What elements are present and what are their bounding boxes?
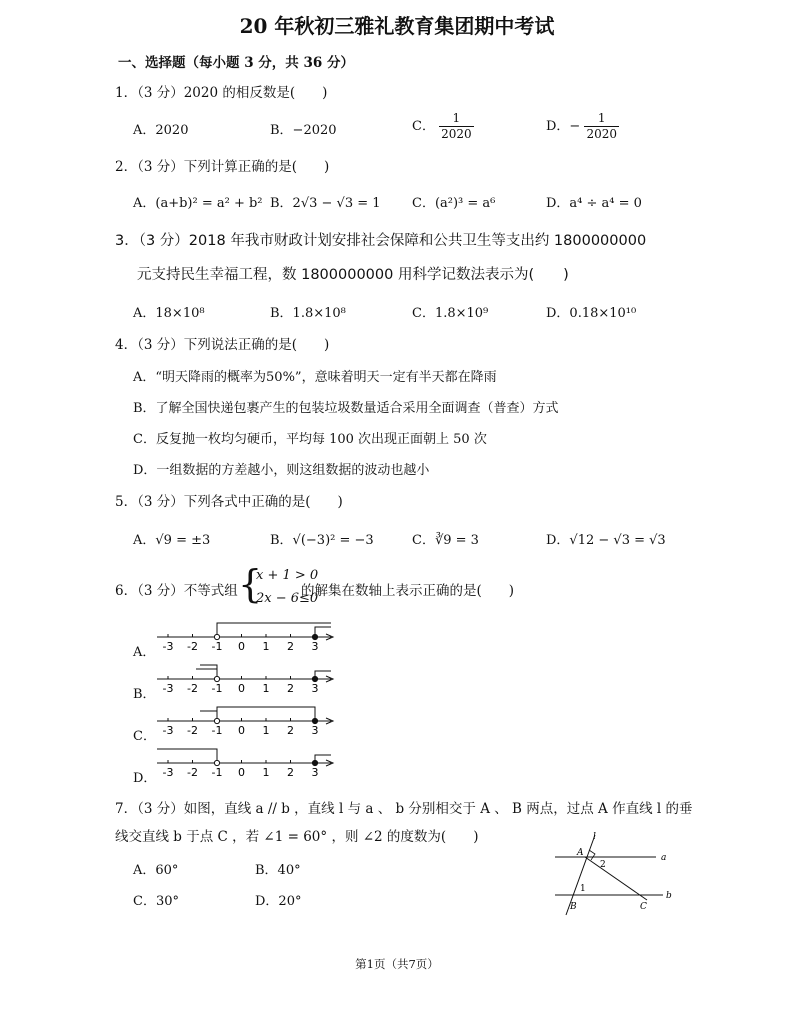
q4-option-d: D．一组数据的方差越小，则这组数据的波动也越小 <box>133 463 430 478</box>
q3-stem-line1: 3．（3 分）2018 年我市财政计划安排社会保障和公共卫生等支出约 1800000000 <box>115 233 647 249</box>
range-bracket-left <box>157 749 217 763</box>
q6-option-a-label: A． <box>133 645 156 660</box>
label-a: a <box>661 853 667 863</box>
q7-option-d: D．20° <box>255 894 302 909</box>
tick-label: -3 <box>162 682 174 695</box>
label-angle-2: 2 <box>600 860 606 870</box>
q7-option-a: A．60° <box>133 863 179 878</box>
tick-label: -3 <box>162 724 174 737</box>
q1-option-c-label: C． <box>412 119 435 134</box>
q5-option-a: A．√9 = ±3 <box>133 533 211 548</box>
q3-stem-line2: 元支持民生幸福工程，数 1800000000 用科学记数法表示为( ) <box>137 267 569 283</box>
q1-d-denominator: 2020 <box>586 127 618 141</box>
q1-option-b: B．−2020 <box>270 123 337 138</box>
tick-label: 2 <box>287 682 294 695</box>
range-bracket-left <box>196 669 217 679</box>
closed-point <box>312 634 317 639</box>
q6-stem-pre: 6．（3 分）不等式组 <box>115 583 238 599</box>
open-point <box>214 676 219 681</box>
tick-label: 3 <box>311 724 319 737</box>
tick-label: 2 <box>287 724 294 737</box>
q6-stem-post: 的解集在数轴上表示正确的是( ) <box>301 583 515 599</box>
q1-stem: 1．（3 分）2020 的相反数是( ) <box>115 85 328 101</box>
closed-point <box>312 760 317 765</box>
q1-d-numerator: 1 <box>584 111 619 127</box>
closed-point <box>312 676 317 681</box>
q6-option-c-label: C． <box>133 729 156 744</box>
q1-option-a: A．2020 <box>133 123 189 138</box>
tick-label: -1 <box>211 640 223 653</box>
tick-label: 3 <box>311 682 319 695</box>
q2-option-a: A．(a+b)² = a² + b² <box>133 196 263 211</box>
q2-option-d: D．a⁴ ÷ a⁴ = 0 <box>546 196 642 211</box>
closed-point <box>312 718 317 723</box>
label-C: C <box>640 902 647 912</box>
q7-stem-line1: 7．（3 分）如图，直线 a // b ，直线 l 与 a 、 b 分别相交于 A 、 B 两点，过点 A 作直线 l 的垂 <box>115 801 693 817</box>
q6-option-b-label: B． <box>133 687 156 702</box>
q7-geometry-figure <box>548 830 678 925</box>
tick-label: 1 <box>262 640 270 653</box>
q4-option-c: C．反复抛一枚均匀硬币，平均每 100 次出现正面朝上 50 次 <box>133 432 487 447</box>
q6-option-d-label: D． <box>133 771 157 786</box>
line-ac <box>585 857 647 900</box>
tick-label: 1 <box>262 682 270 695</box>
q2-stem: 2．（3 分）下列计算正确的是( ) <box>115 159 330 175</box>
q6-inequality-1: x + 1 > 0 <box>256 568 319 583</box>
q3-option-b: B．1.8×10⁸ <box>270 306 346 321</box>
q6-inequality-2: 2x − 6≤0 <box>256 591 319 606</box>
label-angle-1: 1 <box>580 884 586 894</box>
tick-label: -1 <box>211 724 223 737</box>
tick-label: -2 <box>187 640 198 653</box>
tick-label: 2 <box>287 766 294 779</box>
q2-option-b: B．2√3 − √3 = 1 <box>270 196 381 211</box>
tick-label: -3 <box>162 766 174 779</box>
q3-option-c: C．1.8×10⁹ <box>412 306 489 321</box>
tick-label: -2 <box>187 682 198 695</box>
tick-label: -2 <box>187 766 198 779</box>
q1-option-d-label: D．− <box>546 119 581 134</box>
open-point <box>214 718 219 723</box>
q4-stem: 4．（3 分）下列说法正确的是( ) <box>115 337 330 353</box>
q7-option-b: B．40° <box>255 863 301 878</box>
brace-symbol: { <box>238 562 263 606</box>
tick-label: 0 <box>238 640 245 653</box>
q4-option-a: A．“明天降雨的概率为50%”，意味着明天一定有半天都在降雨 <box>133 370 497 385</box>
q1-c-denominator: 2020 <box>441 127 472 141</box>
tick-label: 0 <box>238 682 245 695</box>
q1-c-numerator: 1 <box>439 111 474 127</box>
label-B: B <box>570 902 577 912</box>
open-point <box>214 634 219 639</box>
q7-stem-line2: 线交直线 b 于点 C ，若 ∠1 = 60° ，则 ∠2 的度数为( ) <box>115 829 479 845</box>
tick-label: 0 <box>238 724 245 737</box>
label-A: A <box>577 848 584 858</box>
label-b: b <box>666 891 672 901</box>
range-bracket-left <box>200 665 217 679</box>
tick-label: -1 <box>211 682 223 695</box>
q4-option-b: B．了解全国快递包裹产生的包装垃圾数量适合采用全面调查（普查）方式 <box>133 401 559 416</box>
q5-stem: 5．（3 分）下列各式中正确的是( ) <box>115 494 343 510</box>
tick-label: 2 <box>287 640 294 653</box>
tick-label: -3 <box>162 640 174 653</box>
open-point <box>214 760 219 765</box>
label-l: l <box>593 832 596 842</box>
tick-label: 1 <box>262 766 270 779</box>
q5-option-b: B．√(−3)² = −3 <box>270 533 374 548</box>
section-heading: 一、选择题（每小题 3 分，共 36 分） <box>118 55 354 71</box>
tick-label: 1 <box>262 724 270 737</box>
tick-label: -1 <box>211 766 223 779</box>
tick-label: -2 <box>187 724 198 737</box>
tick-label: 3 <box>311 766 319 779</box>
q2-option-c: C．(a²)³ = a⁶ <box>412 196 496 211</box>
q5-option-d: D．√12 − √3 = √3 <box>546 533 666 548</box>
tick-label: 3 <box>311 640 319 653</box>
q7-option-c: C．30° <box>133 894 179 909</box>
q3-option-d: D．0.18×10¹⁰ <box>546 306 637 321</box>
tick-label: 0 <box>238 766 245 779</box>
q5-option-c: C．∛9 = 3 <box>412 533 479 548</box>
page-title: 20 年秋初三雅礼教育集团期中考试 <box>239 14 555 38</box>
page-footer: 第1页（共7页） <box>355 957 439 971</box>
q3-option-a: A．18×10⁸ <box>133 306 205 321</box>
right-angle-mark <box>589 850 595 860</box>
